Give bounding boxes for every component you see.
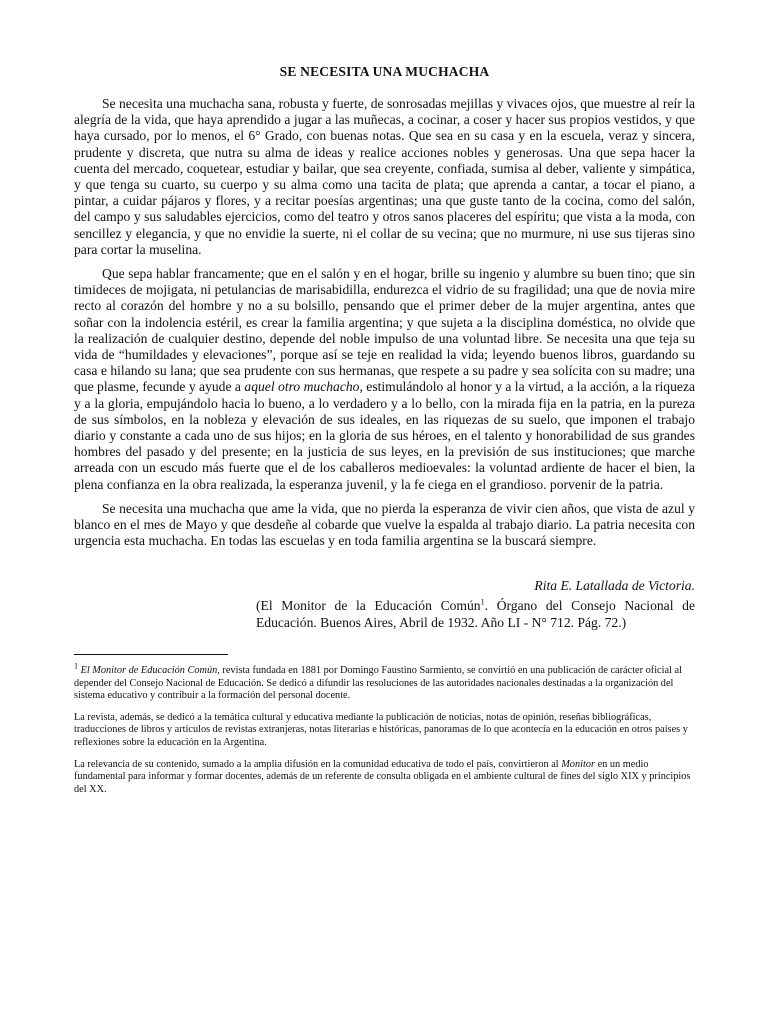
footnote-1-mark: 1: [74, 661, 78, 671]
footnote-3-italic: Monitor: [561, 758, 595, 770]
document-title: SE NECESITA UNA MUCHACHA: [279, 64, 490, 79]
source-citation: [256, 598, 695, 632]
footnote-1-italic: El Monitor de Educación Común: [80, 665, 218, 677]
author-signature: Rita E. Latallada de Victoria.: [534, 578, 695, 594]
footnote-1-text: , revista fundada en 1881 por Domingo Faustino Sarmiento, se convirtió en una publicación de carácter oficial al depender del Consejo Nacional de Educación. Se dedicó a difundir las resoluciones de las autoridades nacionales destinadas a la organización del sistema educativo y contribuir a la formación del personal docente.: [74, 665, 682, 702]
footnote-3-text-a: La relevancia de su contenido, sumado a la amplia difusión en la comunidad educativa de todo el país, convirtieron al: [74, 758, 562, 770]
footnote-3: [74, 759, 695, 797]
footnote-1: [74, 661, 695, 703]
body-paragraph-1: Se necesita una muchacha sana, robusta y fuerte, de sonrosadas mejillas y vivaces ojos, que muestre al reír la alegría de la vida, que haya aprendido a jugar a las muñecas, a cocinar, a coser y hacer sus propios vestidos, y que haya cursado, por lo menos, el 6° Grado, con buenas notas. Que sea en su casa y en la escuela, veraz y sincera, prudente y discreta, que nutra su alma de ideas y realice acciones nobles y generosas. Una que sepa hacer la cuenta del mercado, coquetear, estudiar y bailar, que sea creyente, confiada, sumisa al deber, valiente y simpática, y que tenga su cuarto, su cuerpo y su alma como una tacita de plata; que aprenda a cantar, a tocar el piano, a pintar, a cuidar pájaros y flores, y a recitar poesías argentinas; una que guste tanto de la cocina, como del salón, del campo y sus saludables ejercicios, como del teatro y otros sanos placeres del espíritu; que vista a la moda, con sencillez y elegancia, y que no envidie la suerte, ni el collar de su vecina; que no murmure, ni use sus tijeras sino para cortar la muselina.: [74, 96, 696, 257]
body-paragraph-2-italic: aquel otro muchacho,: [244, 379, 363, 395]
body-paragraph-2-text-b: estimulándolo al honor y a la virtud, a la acción, a la riqueza y a la gloria, empujándolo hacia lo bueno, a lo verdadero y a lo bello, con la mirada fija en la patria, en la pureza de sus símbolos, en la nobleza y elevación de sus ideales, en las riquezas de su suelo, que imponen el trabajo diario y constante a cada uno de sus hijos; en la gloria de sus héroes, en el talento y honorabilidad de sus grandes hombres del pasado y del presente; en la justicia de sus leyes, en la previsión de sus instituciones; que marche arreada con un escudo más fuerte que el de los caballeros medioevales: la voluntad ardiente de hacer el bien, la plena confianza en la obra realizada, la esperanza juvenil, y la fe ciega en el grandioso. porvenir de la patria.: [74, 379, 696, 492]
footnote-3-text-b: en un medio fundamental para informar y formar docentes, además de un referente de consulta obligada en el ambiente cultural de fines del siglo XIX y principios del XX.: [74, 758, 691, 795]
source-citation-text-a: (El Monitor de la Educación Común: [256, 598, 481, 614]
body-paragraph-3: Se necesita una muchacha que ame la vida, que no pierda la esperanza de vivir cien años, que vista de azul y blanco en el mes de Mayo y que desdeñe al cobarde que vuelve la espalda al trabajo diario. La patria necesita con urgencia esta muchacha. En todas las escuelas y en toda familia argentina se la buscará siempre.: [74, 500, 695, 549]
footnote-divider: [74, 654, 228, 655]
body-paragraph-2: [74, 266, 695, 493]
source-citation-text-b: . Órgano del Consejo Nacional de Educación. Buenos Aires, Abril de 1932. Año LI - N° 712. Pág. 72.): [256, 598, 695, 631]
footnote-reference[interactable]: 1: [480, 597, 485, 607]
document-page: [74, 64, 695, 805]
body-paragraph-2-text-a: Que sepa hablar francamente; que en el salón y en el hogar, brille su ingenio y alumbre su buen tino; que sin timideces de mojigata, ni petulancias de marisabidilla, endurezca el vidrio de su fragilidad; una que de novia mire recto al corazón del hombre y no a su bolsillo, pensando que el primer deber de la mujer argentina, antes que soñar con la indolencia estéril, es crear la familia argentina; y que sujeta a la disciplina doméstica, no olvide que la realización de cualquier destino, depende del noble impulso de una voluntad libre. Se necesita una que teja su vida de “humildades y elevaciones”, porque así se teje en realidad la vida; leyendo buenos libros, guardando su casa e hilando su lana; que sea prudente con sus hermanas, que respete a su padre y sea solícita con su madre; una que plasme, fecunde y ayude a: [74, 266, 695, 395]
footnote-2: La revista, además, se dedicó a la temática cultural y educativa mediante la publicación de noticias, notas de opinión, reseñas bibliográficas, traducciones de libros y artículos de revistas extranjeras, notas literarias e históricas, panoramas de lo que acontecía en la educación en otros países y reflexiones sobre la educación en la Argentina.: [74, 711, 688, 749]
